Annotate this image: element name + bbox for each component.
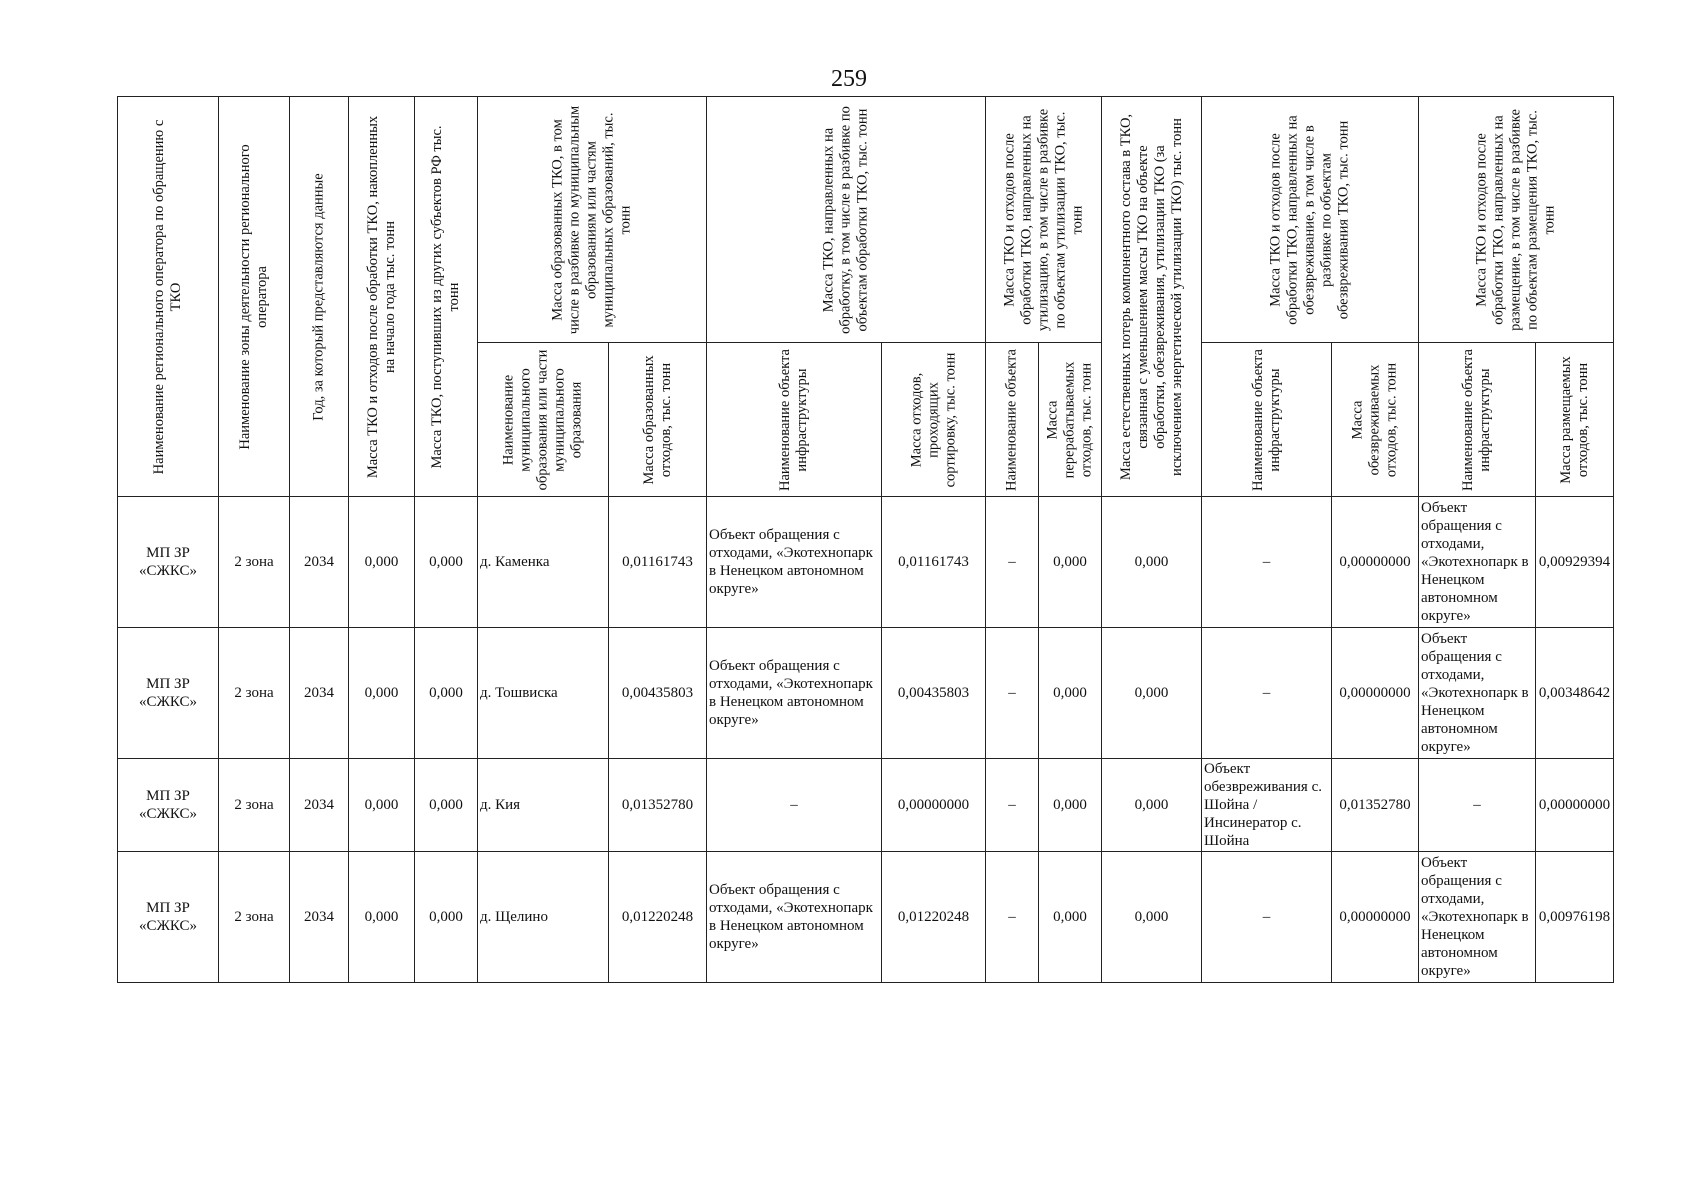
- cell-utilization-mass: 0,000: [1039, 497, 1102, 628]
- cell-year: 2034: [290, 497, 349, 628]
- cell-neutralization-name: Объект обезвреживания с. Шойна / Инсинератор с. Шойна: [1202, 759, 1332, 852]
- cell-utilization-name: –: [986, 759, 1039, 852]
- cell-from-other: 0,000: [415, 628, 478, 759]
- cell-accumulated: 0,000: [349, 759, 415, 852]
- cell-operator: МП ЗР «СЖКС»: [118, 852, 219, 983]
- cell-processing-name: Объект обращения с отходами, «Экотехнопарк в Ненецком автономном округе»: [707, 628, 882, 759]
- cell-utilization-name: –: [986, 852, 1039, 983]
- cell-neutralization-mass: 0,00000000: [1332, 628, 1419, 759]
- header-operator: Наименование регионального оператора по обращению с ТКО: [118, 97, 219, 497]
- header-neutralization-name: Наименование объекта инфраструктуры: [1202, 343, 1332, 497]
- cell-from-other: 0,000: [415, 852, 478, 983]
- cell-neutralization-name: –: [1202, 628, 1332, 759]
- cell-neutralization-name: –: [1202, 497, 1332, 628]
- header-zone: Наименование зоны деятельности регионального оператора: [219, 97, 290, 497]
- header-accumulated: Масса ТКО и отходов после обработки ТКО, накопленных на начало года тыс. тонн: [349, 97, 415, 497]
- cell-processing-mass: 0,00435803: [882, 628, 986, 759]
- header-utilization-mass: Масса перерабатываемых отходов, тыс. тонн: [1039, 343, 1102, 497]
- cell-neutralization-mass: 0,00000000: [1332, 852, 1419, 983]
- cell-zone: 2 зона: [219, 628, 290, 759]
- cell-operator: МП ЗР «СЖКС»: [118, 497, 219, 628]
- cell-placement-mass: 0,00000000: [1536, 759, 1614, 852]
- header-utilization-name: Наименование объекта: [986, 343, 1039, 497]
- cell-from-other: 0,000: [415, 497, 478, 628]
- header-year: Год, за который представляются данные: [290, 97, 349, 497]
- cell-year: 2034: [290, 759, 349, 852]
- cell-utilization-name: –: [986, 628, 1039, 759]
- header-neutralization-mass: Масса обезвреживаемых отходов, тыс. тонн: [1332, 343, 1419, 497]
- cell-operator: МП ЗР «СЖКС»: [118, 759, 219, 852]
- cell-neutralization-mass: 0,00000000: [1332, 497, 1419, 628]
- cell-year: 2034: [290, 852, 349, 983]
- cell-natural-loss: 0,000: [1102, 628, 1202, 759]
- cell-formed-name: д. Щелино: [478, 852, 609, 983]
- cell-processing-mass: 0,01161743: [882, 497, 986, 628]
- cell-utilization-mass: 0,000: [1039, 852, 1102, 983]
- cell-processing-name: Объект обращения с отходами, «Экотехнопарк в Ненецком автономном округе»: [707, 852, 882, 983]
- cell-formed-mass: 0,00435803: [609, 628, 707, 759]
- cell-accumulated: 0,000: [349, 497, 415, 628]
- cell-neutralization-name: –: [1202, 852, 1332, 983]
- header-natural-loss: Масса естественных потерь компонентного состава в ТКО, связанная с уменьшением массы ТКО на объекте обработки, обезвреживания, утилизации ТКО (за исключением энергетической утилизации ТКО) тыс. тонн: [1102, 97, 1202, 497]
- header-formed-name: Наименование муниципального образования или части муниципального образования: [478, 343, 609, 497]
- cell-neutralization-mass: 0,01352780: [1332, 759, 1419, 852]
- table-row: [118, 759, 1614, 852]
- cell-zone: 2 зона: [219, 852, 290, 983]
- header-utilization-group: Масса ТКО и отходов после обработки ТКО, направленных на утилизацию, в том числе в разбивке по объектам утилизации ТКО, тыс. тонн: [986, 97, 1102, 343]
- waste-data-table: [117, 96, 1614, 983]
- table-row: [118, 628, 1614, 759]
- cell-natural-loss: 0,000: [1102, 497, 1202, 628]
- cell-formed-mass: 0,01161743: [609, 497, 707, 628]
- cell-formed-name: д. Тошвиска: [478, 628, 609, 759]
- cell-placement-name: Объект обращения с отходами, «Экотехнопарк в Ненецком автономном округе»: [1419, 628, 1536, 759]
- header-processing-group: Масса ТКО, направленных на обработку, в том числе в разбивке по объектам обработки ТКО, тыс. тонн: [707, 97, 986, 343]
- cell-utilization-name: –: [986, 497, 1039, 628]
- cell-utilization-mass: 0,000: [1039, 628, 1102, 759]
- cell-natural-loss: 0,000: [1102, 759, 1202, 852]
- cell-operator: МП ЗР «СЖКС»: [118, 628, 219, 759]
- cell-placement-mass: 0,00976198: [1536, 852, 1614, 983]
- cell-formed-name: д. Каменка: [478, 497, 609, 628]
- cell-placement-mass: 0,00929394: [1536, 497, 1614, 628]
- header-placement-mass: Масса размещаемых отходов, тыс. тонн: [1536, 343, 1614, 497]
- table-row: [118, 497, 1614, 628]
- cell-zone: 2 зона: [219, 759, 290, 852]
- cell-processing-name: Объект обращения с отходами, «Экотехнопарк в Ненецком автономном округе»: [707, 497, 882, 628]
- header-processing-name: Наименование объекта инфраструктуры: [707, 343, 882, 497]
- header-processing-mass: Масса отходов, проходящих сортировку, тыс. тонн: [882, 343, 986, 497]
- cell-processing-mass: 0,00000000: [882, 759, 986, 852]
- cell-processing-name: –: [707, 759, 882, 852]
- cell-from-other: 0,000: [415, 759, 478, 852]
- table-row: [118, 852, 1614, 983]
- cell-year: 2034: [290, 628, 349, 759]
- cell-utilization-mass: 0,000: [1039, 759, 1102, 852]
- cell-natural-loss: 0,000: [1102, 852, 1202, 983]
- cell-formed-mass: 0,01220248: [609, 852, 707, 983]
- cell-placement-mass: 0,00348642: [1536, 628, 1614, 759]
- cell-accumulated: 0,000: [349, 852, 415, 983]
- cell-placement-name: Объект обращения с отходами, «Экотехнопарк в Ненецком автономном округе»: [1419, 852, 1536, 983]
- header-from-other: Масса ТКО, поступивших из других субъектов РФ тыс. тонн: [415, 97, 478, 497]
- cell-processing-mass: 0,01220248: [882, 852, 986, 983]
- header-formed-mass: Масса образованных отходов, тыс. тонн: [609, 343, 707, 497]
- cell-zone: 2 зона: [219, 497, 290, 628]
- cell-formed-mass: 0,01352780: [609, 759, 707, 852]
- page-number: 259: [831, 66, 867, 92]
- header-formed-group: Масса образованных ТКО, в том числе в разбивке по муниципальным образованиям или частям муниципальных образований, тыс. тонн: [478, 97, 707, 343]
- cell-placement-name: –: [1419, 759, 1536, 852]
- cell-accumulated: 0,000: [349, 628, 415, 759]
- cell-placement-name: Объект обращения с отходами, «Экотехнопарк в Ненецком автономном округе»: [1419, 497, 1536, 628]
- header-neutralization-group: Масса ТКО и отходов после обработки ТКО, направленных на обезвреживание, в том числе в разбивке по объектам обезвреживания ТКО, тыс. тонн: [1202, 97, 1419, 343]
- header-placement-group: Масса ТКО и отходов после обработки ТКО, направленных на размещение, в том числе в разбивке по объектам размещения ТКО, тыс. тонн: [1419, 97, 1614, 343]
- cell-formed-name: д. Кия: [478, 759, 609, 852]
- header-placement-name: Наименование объекта инфраструктуры: [1419, 343, 1536, 497]
